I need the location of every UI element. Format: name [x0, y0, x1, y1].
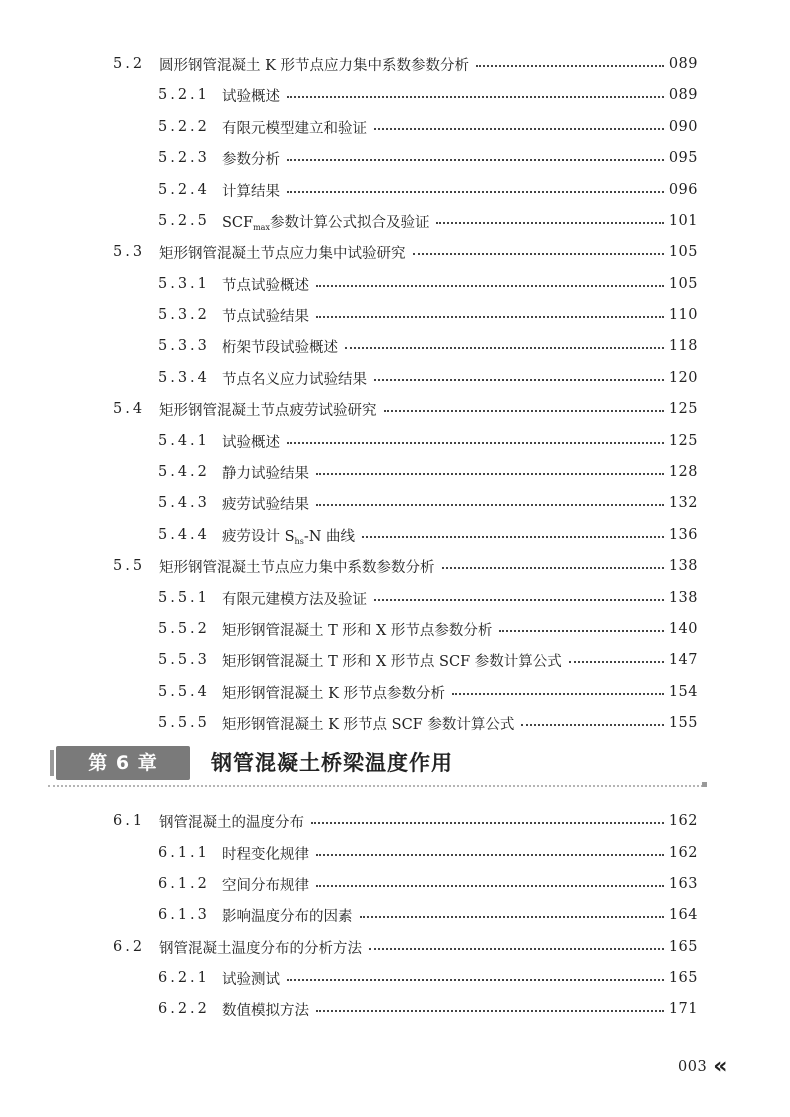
- toc-entry[interactable]: [158, 146, 698, 170]
- entry-title: 试验概述: [222, 434, 280, 451]
- entry-page: 101: [668, 213, 698, 229]
- entry-title: 数值模拟方法: [222, 1002, 309, 1019]
- dot-leader: [316, 302, 664, 318]
- entry-title: 圆形钢管混凝土 K 形节点应力集中系数参数分析: [159, 57, 470, 74]
- entry-title: 影响温度分布的因素: [222, 908, 353, 925]
- dot-leader: [374, 365, 664, 381]
- entry-number: 5.5.4: [158, 684, 210, 700]
- entry-number: 5.5.2: [158, 621, 210, 637]
- entry-page: 155: [668, 715, 698, 731]
- toc-entry[interactable]: [113, 397, 698, 421]
- entry-page: 154: [668, 684, 698, 700]
- entry-number: 5.4.1: [158, 433, 210, 449]
- entry-number: 5.5.3: [158, 652, 210, 668]
- dot-leader: [360, 902, 664, 918]
- entry-number: 5.3.3: [158, 338, 210, 354]
- entry-title: 节点试验概述: [222, 277, 309, 294]
- entry-title: 钢管混凝土温度分布的分析方法: [159, 940, 362, 957]
- dot-leader: [384, 396, 664, 412]
- entry-title: 矩形钢管混凝土 T 形和 X 形节点参数分析: [222, 622, 493, 639]
- dot-leader: [316, 490, 664, 506]
- entry-page: 138: [668, 558, 698, 574]
- entry-title: 矩形钢管混凝土 T 形和 X 形节点 SCF 参数计算公式: [222, 653, 562, 670]
- entry-number: 5.4.4: [158, 527, 210, 543]
- entry-number: 5.3.4: [158, 370, 210, 386]
- toc-entry[interactable]: [158, 711, 698, 735]
- toc-entry[interactable]: [158, 83, 698, 107]
- entry-title: 参数分析: [222, 151, 280, 168]
- dot-leader: [287, 177, 664, 193]
- dot-leader: [316, 459, 664, 475]
- entry-number: 5.4.3: [158, 495, 210, 511]
- entry-page: 118: [668, 338, 698, 354]
- entry-title: 有限元模型建立和验证: [222, 120, 367, 137]
- dot-leader: [452, 679, 664, 695]
- entry-title: 矩形钢管混凝土节点应力集中系数参数分析: [159, 559, 435, 576]
- toc-entry[interactable]: [113, 809, 698, 833]
- entry-page: 163: [668, 876, 698, 892]
- entry-page: 164: [668, 907, 698, 923]
- entry-title: 疲劳设计 $S_{hs}-N$ 曲线: [222, 528, 356, 546]
- entry-title: 矩形钢管混凝土节点疲劳试验研究: [159, 402, 377, 419]
- entry-number: 5.2.2: [158, 119, 210, 135]
- toc-entry[interactable]: [158, 460, 698, 484]
- entry-page: 136: [668, 527, 698, 543]
- entry-title: 空间分布规律: [222, 877, 309, 894]
- entry-page: 171: [668, 1001, 698, 1017]
- page-footer: [678, 1056, 727, 1078]
- entry-number: 6.1.3: [158, 907, 210, 923]
- toc-entry[interactable]: [158, 841, 698, 865]
- entry-title: 疲劳试验结果: [222, 496, 309, 513]
- entry-title: 试验测试: [222, 971, 280, 988]
- dot-leader: [476, 51, 664, 67]
- dot-leader: [287, 428, 664, 444]
- dot-leader: [569, 647, 664, 663]
- toc-entry[interactable]: [158, 303, 698, 327]
- entry-page: 138: [668, 590, 698, 606]
- chapter-label: 第 6 章: [88, 752, 158, 774]
- entry-title: 矩形钢管混凝土节点应力集中试验研究: [159, 245, 406, 262]
- dot-leader: [442, 553, 664, 569]
- dot-leader: [413, 239, 664, 255]
- dot-leader: [311, 808, 664, 824]
- entry-title: 钢管混凝土的温度分布: [159, 814, 304, 831]
- entry-title: 静力试验结果: [222, 465, 309, 482]
- entry-page: 165: [668, 939, 698, 955]
- chapter-label-box: [56, 746, 190, 780]
- entry-page: 110: [668, 307, 698, 323]
- entry-number: 6.2.2: [158, 1001, 210, 1017]
- dot-leader: [436, 208, 663, 224]
- toc-entry[interactable]: [158, 680, 698, 704]
- double-chevron-icon: «: [713, 1054, 728, 1079]
- toc-entry[interactable]: [158, 523, 698, 547]
- entry-page: 105: [668, 276, 698, 292]
- entry-number: 6.2: [113, 939, 146, 955]
- toc-entry[interactable]: [158, 115, 698, 139]
- entry-page: 089: [668, 87, 698, 103]
- entry-title: 桁架节段试验概述: [222, 339, 338, 356]
- entry-page: 147: [668, 652, 698, 668]
- entry-number: 6.1.1: [158, 845, 210, 861]
- dot-leader: [499, 616, 663, 632]
- entry-page: 105: [668, 244, 698, 260]
- entry-title: 有限元建模方法及验证: [222, 591, 367, 608]
- entry-number: 5.2: [113, 56, 146, 72]
- toc-entry[interactable]: [158, 334, 698, 358]
- entry-title: 计算结果: [222, 183, 280, 200]
- dot-leader: [316, 996, 664, 1012]
- entry-number: 5.3: [113, 244, 146, 260]
- entry-number: 5.5.1: [158, 590, 210, 606]
- dot-leader: [362, 522, 664, 538]
- toc-entry[interactable]: [113, 52, 698, 76]
- entry-page: 125: [668, 401, 698, 417]
- entry-number: 5.3.2: [158, 307, 210, 323]
- entry-page: 096: [668, 182, 698, 198]
- entry-title: 时程变化规律: [222, 846, 309, 863]
- entry-title: 节点名义应力试验结果: [222, 371, 367, 388]
- entry-page: 128: [668, 464, 698, 480]
- entry-page: 095: [668, 150, 698, 166]
- dot-leader: [369, 934, 664, 950]
- entry-number: 6.1: [113, 813, 146, 829]
- chapter-heading[interactable]: [48, 746, 708, 790]
- dot-leader: [374, 114, 664, 130]
- toc-entry[interactable]: [158, 966, 698, 990]
- entry-number: 5.4: [113, 401, 146, 417]
- entry-page: 090: [668, 119, 698, 135]
- entry-page: 162: [668, 845, 698, 861]
- dot-leader: [345, 333, 664, 349]
- entry-number: 5.5.5: [158, 715, 210, 731]
- dot-leader: [521, 710, 663, 726]
- toc-entry[interactable]: [158, 272, 698, 296]
- entry-title: 节点试验结果: [222, 308, 309, 325]
- entry-page: 132: [668, 495, 698, 511]
- entry-page: 089: [668, 56, 698, 72]
- entry-number: 5.2.4: [158, 182, 210, 198]
- toc-entry[interactable]: [113, 935, 698, 959]
- entry-title: 矩形钢管混凝土 K 形节点参数分析: [222, 685, 446, 702]
- entry-number: 6.1.2: [158, 876, 210, 892]
- toc-entry[interactable]: [158, 429, 698, 453]
- dot-leader: [316, 840, 664, 856]
- entry-number: 5.2.5: [158, 213, 210, 229]
- entry-page: 140: [668, 621, 698, 637]
- entry-number: 6.2.1: [158, 970, 210, 986]
- entry-title: $SCF_{max}$参数计算公式拟合及验证: [222, 214, 430, 232]
- toc-entry[interactable]: [158, 903, 698, 927]
- toc-entry[interactable]: [158, 617, 698, 641]
- toc-entry[interactable]: [158, 209, 698, 233]
- toc-entry[interactable]: [158, 586, 698, 610]
- toc-entry[interactable]: [158, 648, 698, 672]
- dot-leader: [374, 585, 664, 601]
- entry-page: 120: [668, 370, 698, 386]
- entry-number: 5.2.1: [158, 87, 210, 103]
- entry-number: 5.5: [113, 558, 146, 574]
- toc-entry[interactable]: [158, 366, 698, 390]
- entry-page: 165: [668, 970, 698, 986]
- entry-number: 5.4.2: [158, 464, 210, 480]
- dot-leader: [287, 82, 664, 98]
- entry-title: 试验概述: [222, 88, 280, 105]
- entry-title: 矩形钢管混凝土 K 形节点 SCF 参数计算公式: [222, 716, 515, 733]
- toc-entry[interactable]: [158, 178, 698, 202]
- toc-entry[interactable]: [158, 997, 698, 1021]
- entry-number: 5.2.3: [158, 150, 210, 166]
- entry-page: 125: [668, 433, 698, 449]
- entry-number: 5.3.1: [158, 276, 210, 292]
- dot-leader: [316, 271, 664, 287]
- divider-end-mark: [702, 782, 707, 787]
- chapter-title: 钢管混凝土桥梁温度作用: [211, 751, 453, 775]
- dot-leader: [316, 871, 664, 887]
- toc-entry[interactable]: [158, 872, 698, 896]
- toc-entry[interactable]: [158, 491, 698, 515]
- dot-leader: [287, 145, 664, 161]
- dot-leader: [287, 965, 664, 981]
- toc-entry[interactable]: [113, 240, 698, 264]
- chapter-divider: [48, 785, 703, 787]
- page-number: 003: [678, 1059, 708, 1075]
- entry-page: 162: [668, 813, 698, 829]
- toc-entry[interactable]: [113, 554, 698, 578]
